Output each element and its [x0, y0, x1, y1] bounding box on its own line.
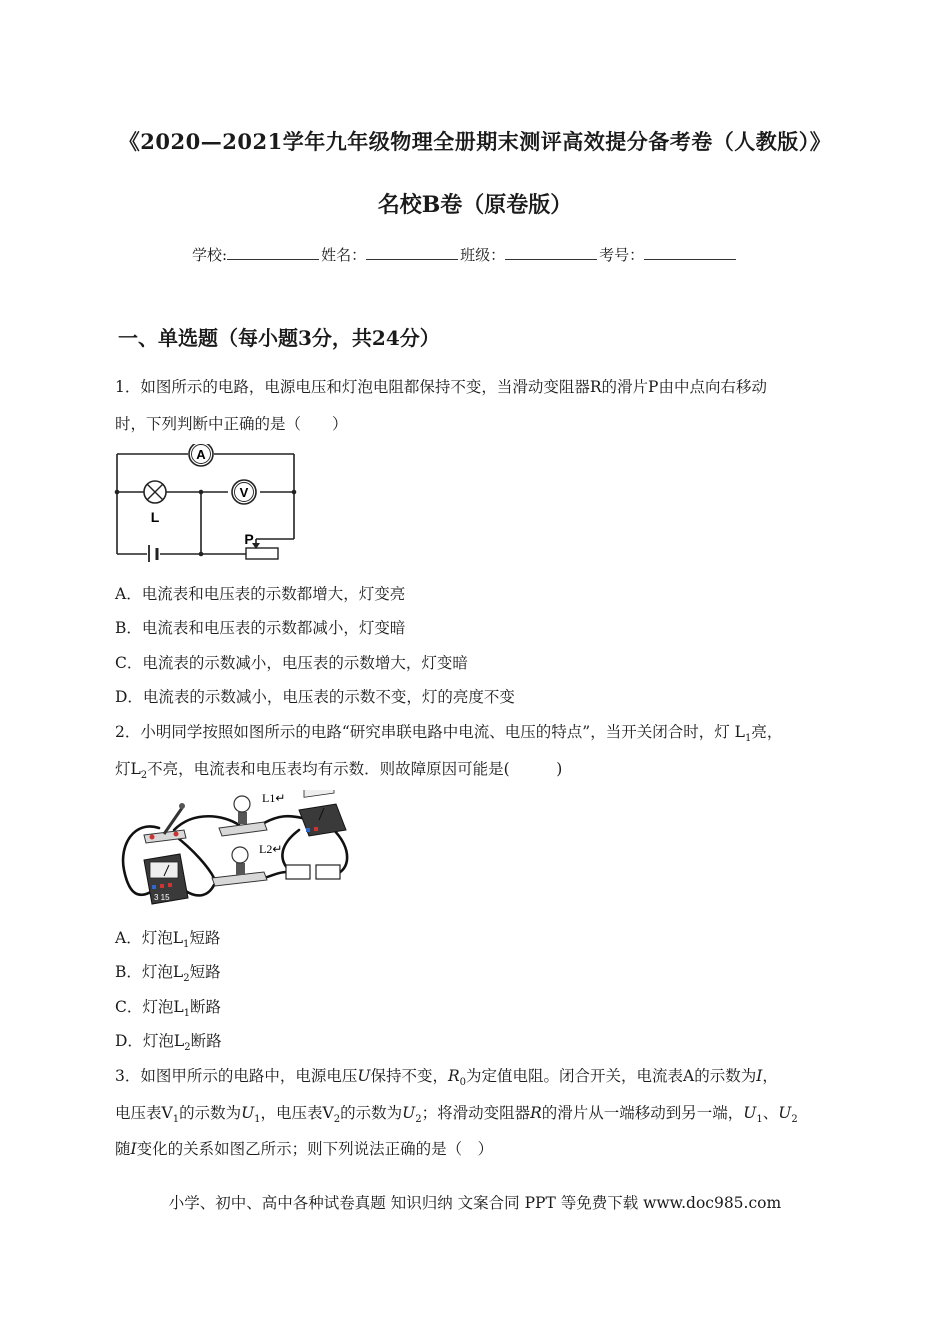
name-label: 姓名： [321, 246, 367, 264]
q2-option-b[interactable]: B．灯泡$L_2$短路 [115, 963, 221, 985]
q2-option-a[interactable]: A．灯泡$L_1$短路 [115, 929, 221, 951]
q2-stem-line1: 2．小明同学按照如图所示的电路“研究串联电路中电流、电压的特点”，当开关闭合时，灯 $L_1$亮， [115, 723, 783, 745]
exam-subtitle: 名校B卷（原卷版） [377, 192, 573, 218]
q1-stem-line1: 1．如图所示的电路，电源电压和灯泡电阻都保持不变，当滑动变阻器R的滑片P由中点向右移动 [115, 378, 767, 396]
voltmeter-terminals: 3 15 [154, 893, 170, 902]
page-footer: 小学、初中、高中各种试卷真题 知识归纳 文案合同 PPT 等免费下载 www.doc985.com [168, 1194, 782, 1212]
lamp-l2-image [212, 842, 282, 886]
q2-option-d[interactable]: D．灯泡$L_2$断路 [115, 1032, 222, 1054]
section-title: 一、单选题（每小题3分，共24分） [118, 326, 440, 350]
q3-stem-line2: 电压表$V_1$的示数为$U_1$，电压表$V_2$的示数为$U_2$；将滑动变阻器R的滑片从一端移动到另一端，$U_1$、$U_2$ [115, 1104, 798, 1126]
q3-stem-line1: 3．如图甲所示的电路中，电源电压U保持不变，$R_0$为定值电阻。闭合开关，电流表A的示数为I， [115, 1067, 778, 1089]
lamp-l1-image [219, 791, 285, 836]
number-label: 考号： [599, 246, 645, 264]
lamp-l2-label: L2↵ [259, 842, 283, 856]
ammeter-label: A [196, 447, 206, 462]
number-blank[interactable] [644, 245, 736, 260]
student-info-row [192, 244, 738, 265]
lamp-label: L [150, 509, 160, 525]
voltmeter-symbol [232, 480, 256, 504]
lamp-l1-label: L1↵ [262, 791, 286, 805]
q1-option-a[interactable]: A．电流表和电压表的示数都增大，灯变亮 [115, 585, 406, 603]
q2-stem-line2: 灯$L_2$不亮，电流表和电压表均有示数．则故障原因可能是( ) [115, 760, 563, 782]
box-2 [316, 865, 340, 879]
lamp-symbol [144, 481, 166, 525]
voltmeter-image [144, 854, 188, 904]
q1-circuit-diagram [113, 444, 298, 562]
school-label: 学校: [192, 246, 228, 264]
exam-title: 《2020—2021学年九年级物理全册期末测评高效提分备考卷（人教版）》 [118, 129, 832, 154]
q2-option-c[interactable]: C．灯泡$L_1$断路 [115, 998, 222, 1020]
ammeter-symbol [189, 444, 213, 466]
box-1 [286, 865, 310, 879]
q1-option-b[interactable]: B．电流表和电压表的示数都减小，灯变暗 [115, 619, 406, 637]
voltmeter-label: V [239, 485, 249, 500]
q1-option-c[interactable]: C．电流表的示数减小，电压表的示数增大，灯变暗 [115, 654, 468, 672]
q1-stem-line2: 时，下列判断中正确的是（ ） [115, 415, 348, 433]
q3-stem-line3: 随I变化的关系如图乙所示；则下列说法正确的是（ ） [115, 1140, 494, 1158]
switch-image [144, 803, 186, 843]
q1-option-d[interactable]: D．电流表的示数减小，电压表的示数不变，灯的亮度不变 [115, 688, 515, 706]
ammeter-image [299, 790, 346, 836]
name-blank[interactable] [366, 245, 458, 260]
slider-label: P [244, 531, 254, 547]
class-label: 班级： [460, 246, 506, 264]
class-blank[interactable] [505, 245, 597, 260]
school-blank[interactable] [227, 245, 319, 260]
q2-circuit-photo [114, 790, 354, 915]
